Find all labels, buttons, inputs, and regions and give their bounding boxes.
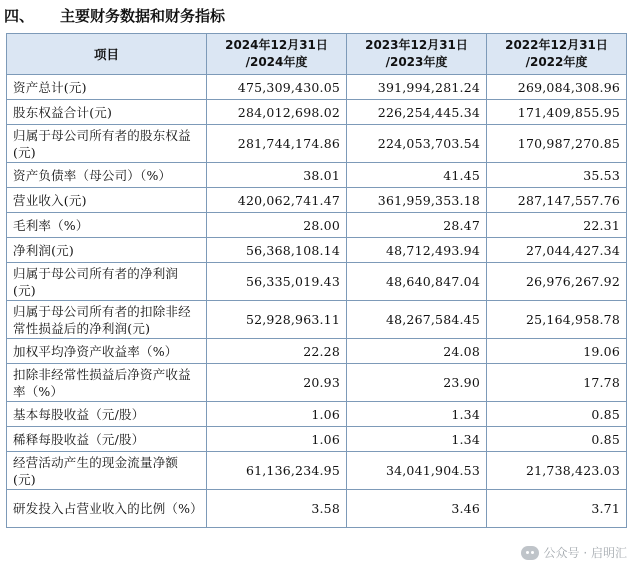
table-row	[7, 125, 627, 163]
value-2024: 56,335,019.43	[207, 263, 347, 301]
value-2022: 22.31	[487, 213, 627, 238]
value-2023: 1.34	[347, 402, 487, 427]
value-2024: 1.06	[207, 402, 347, 427]
value-2022: 3.71	[487, 490, 627, 528]
value-2024: 28.00	[207, 213, 347, 238]
table-row	[7, 75, 627, 100]
row-label: 加权平均净资产收益率（%）	[7, 339, 207, 364]
value-2024: 1.06	[207, 427, 347, 452]
section-number: 四、	[4, 6, 35, 25]
watermark	[521, 544, 627, 561]
table-row	[7, 213, 627, 238]
value-2024: 281,744,174.86	[207, 125, 347, 163]
row-label: 资产负债率（母公司）（%）	[7, 163, 207, 188]
table-row	[7, 263, 627, 301]
table-row	[7, 301, 627, 339]
value-2023: 48,267,584.45	[347, 301, 487, 339]
value-2024: 20.93	[207, 364, 347, 402]
row-label: 归属于母公司所有者的净利润(元)	[7, 263, 207, 301]
table-row	[7, 364, 627, 402]
value-2023: 28.47	[347, 213, 487, 238]
value-2024: 22.28	[207, 339, 347, 364]
value-2023: 224,053,703.54	[347, 125, 487, 163]
value-2022: 21,738,423.03	[487, 452, 627, 490]
row-label: 基本每股收益（元/股）	[7, 402, 207, 427]
value-2023: 41.45	[347, 163, 487, 188]
value-2022: 0.85	[487, 402, 627, 427]
value-2023: 23.90	[347, 364, 487, 402]
header-2023-text: 2023年12月31日 /2023年度	[365, 38, 468, 69]
row-label: 资产总计(元)	[7, 75, 207, 100]
value-2022: 170,987,270.85	[487, 125, 627, 163]
table-row	[7, 339, 627, 364]
watermark-text: 公众号 · 启明汇	[543, 546, 627, 560]
section-heading	[4, 2, 225, 28]
row-label: 营业收入(元)	[7, 188, 207, 213]
row-label: 归属于母公司所有者的股东权益(元)	[7, 125, 207, 163]
header-2022-text: 2022年12月31日 /2022年度	[505, 38, 608, 69]
table-row	[7, 452, 627, 490]
value-2022: 17.78	[487, 364, 627, 402]
value-2023: 226,254,445.34	[347, 100, 487, 125]
value-2022: 19.06	[487, 339, 627, 364]
row-label: 扣除非经常性损益后净资产收益率（%）	[7, 364, 207, 402]
value-2023: 3.46	[347, 490, 487, 528]
value-2022: 287,147,557.76	[487, 188, 627, 213]
value-2023: 34,041,904.53	[347, 452, 487, 490]
value-2022: 0.85	[487, 427, 627, 452]
value-2024: 475,309,430.05	[207, 75, 347, 100]
value-2024: 61,136,234.95	[207, 452, 347, 490]
row-label: 经营活动产生的现金流量净额(元)	[7, 452, 207, 490]
table-row	[7, 100, 627, 125]
row-label: 稀释每股收益（元/股）	[7, 427, 207, 452]
header-2024-text: 2024年12月31日 /2024年度	[225, 38, 328, 69]
value-2024: 52,928,963.11	[207, 301, 347, 339]
header-item: 项目	[7, 34, 207, 75]
value-2023: 1.34	[347, 427, 487, 452]
section-title: 主要财务数据和财务指标	[60, 6, 226, 25]
row-label: 归属于母公司所有者的扣除非经常性损益后的净利润(元)	[7, 301, 207, 339]
value-2022: 269,084,308.96	[487, 75, 627, 100]
value-2024: 284,012,698.02	[207, 100, 347, 125]
value-2022: 35.53	[487, 163, 627, 188]
value-2024: 420,062,741.47	[207, 188, 347, 213]
header-2022	[487, 34, 627, 75]
table-row	[7, 402, 627, 427]
value-2023: 391,994,281.24	[347, 75, 487, 100]
table-row	[7, 490, 627, 528]
row-label: 研发投入占营业收入的比例（%）	[7, 490, 207, 528]
row-label: 净利润(元)	[7, 238, 207, 263]
value-2022: 27,044,427.34	[487, 238, 627, 263]
table-row	[7, 163, 627, 188]
table-row	[7, 188, 627, 213]
header-2023	[347, 34, 487, 75]
table-row	[7, 238, 627, 263]
table-header-row	[7, 34, 627, 75]
table-row	[7, 427, 627, 452]
value-2022: 25,164,958.78	[487, 301, 627, 339]
value-2023: 48,712,493.94	[347, 238, 487, 263]
value-2024: 56,368,108.14	[207, 238, 347, 263]
row-label: 股东权益合计(元)	[7, 100, 207, 125]
value-2024: 3.58	[207, 490, 347, 528]
value-2022: 26,976,267.92	[487, 263, 627, 301]
value-2024: 38.01	[207, 163, 347, 188]
value-2022: 171,409,855.95	[487, 100, 627, 125]
value-2023: 24.08	[347, 339, 487, 364]
wechat-icon	[521, 546, 539, 560]
value-2023: 361,959,353.18	[347, 188, 487, 213]
row-label: 毛利率（%）	[7, 213, 207, 238]
header-2024	[207, 34, 347, 75]
financial-data-table	[6, 33, 627, 528]
value-2023: 48,640,847.04	[347, 263, 487, 301]
